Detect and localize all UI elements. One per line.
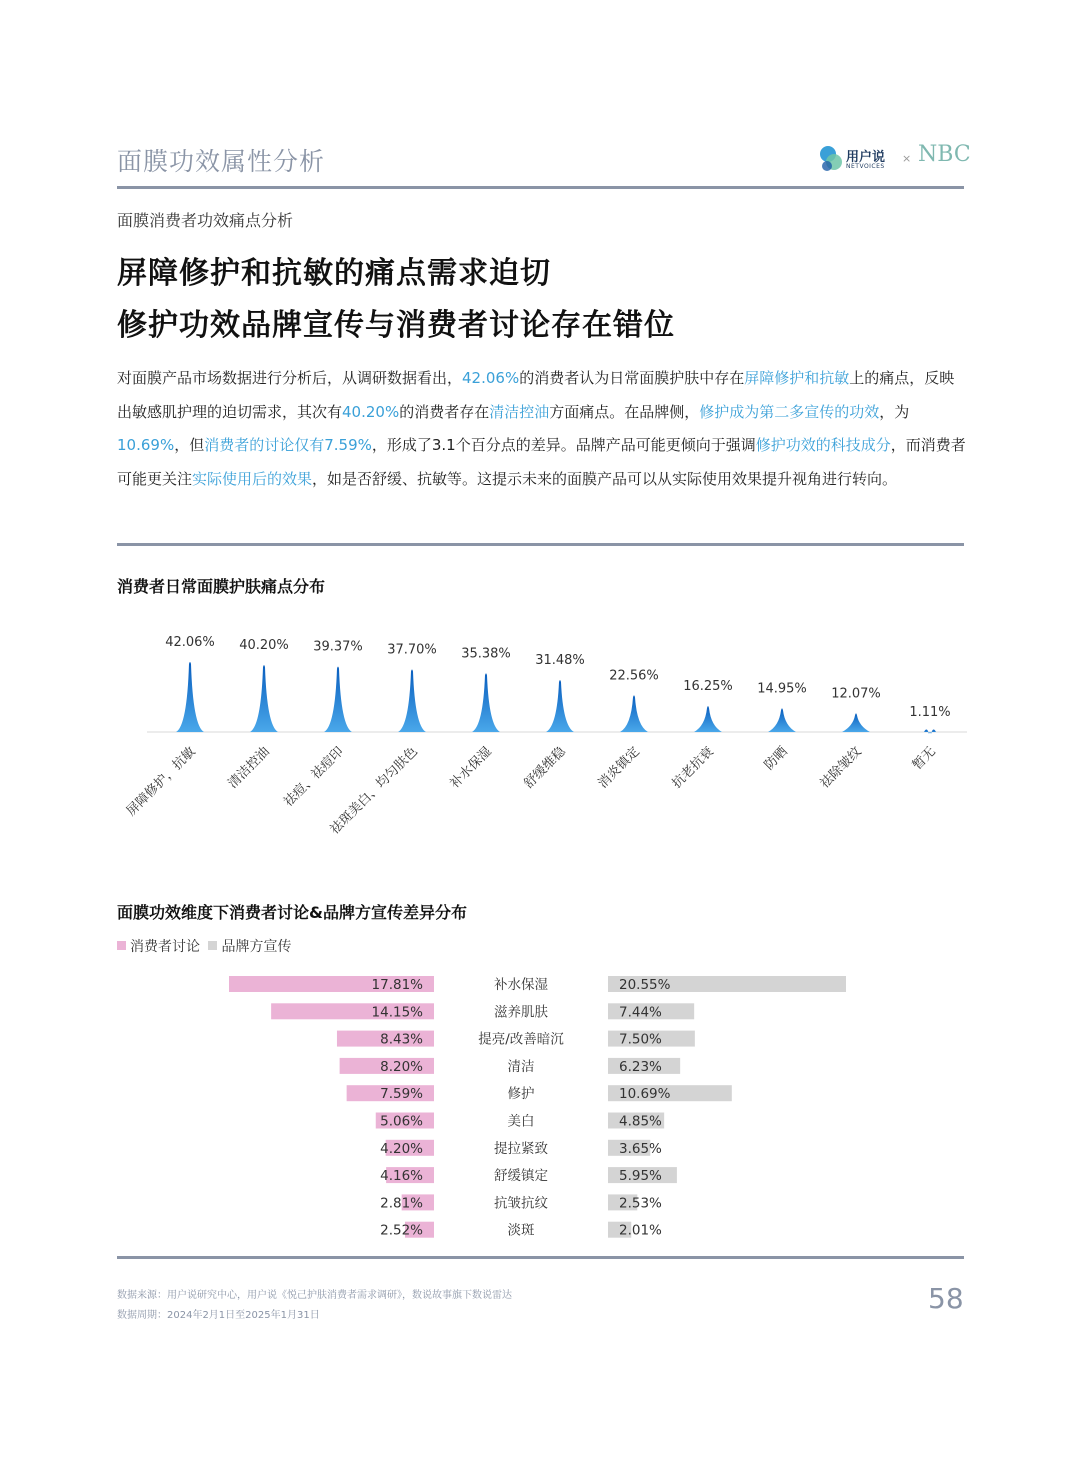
brand-value-label: 20.55% [619,977,671,993]
consumer-value-label: 2.52% [380,1222,423,1239]
highlighted-text: 清洁控油 [489,402,550,421]
highlighted-text: 40.20% [342,402,400,421]
netvoices-logo-text: 用户说 [846,150,886,165]
body-text: 上的痛点，反映出敏感肌护理的迫切需求，其次有 [117,369,955,421]
category-tick-label: 清洁控油 [225,744,273,792]
netvoices-logo-icon [818,144,844,174]
brand-value-label: 10.69% [619,1086,671,1103]
body-text: 方面痛点。在品牌侧， [549,402,700,421]
peak-value-label: 37.70% [387,642,437,658]
peak-value-label: 16.25% [683,679,733,695]
peak-value-label: 42.06% [165,635,215,650]
brand-value-label: 3.65% [619,1140,662,1157]
chart2-title: 面膜功效维度下消费者讨论&品牌方宣传差异分布 [117,903,467,922]
legend-swatch-consumer [117,941,126,950]
footer-period: 数据周期：2024年2月1日至2025年1月31日 [117,1310,320,1321]
consumer-value-label: 4.20% [380,1140,423,1157]
footer-source: 数据来源：用户说研究中心，用户说《悦己护肤消费者需求调研》，数说故事旗下数说雷达 [117,1290,512,1301]
consumer-value-label: 14.15% [371,1004,423,1021]
efficacy-category-label: 美白 [507,1113,535,1130]
category-tick-label: 补水保湿 [447,744,495,792]
peak-mark [398,669,426,732]
highlighted-text: 10.69% [117,436,175,454]
highlighted-text: 消费者的讨论仅有7.59% [204,436,372,454]
highlighted-text: 修护功效的科技成分 [755,436,891,454]
body-text: ，形成了3.1个百分点的差异。品牌产品可能更倾向于强调 [371,436,756,454]
peak-mark [842,713,870,732]
consumer-value-label: 4.16% [380,1168,423,1185]
nbc-logo-text: NBC [918,142,971,167]
efficacy-category-label: 抗皱抗纹 [494,1195,548,1212]
netvoices-logo-subtext: NETVOICES [846,163,885,170]
consumer-value-label: 17.81% [371,977,423,993]
peak-value-label: 35.38% [461,646,511,662]
legend-swatch-brand [208,941,217,950]
consumer-value-label: 2.81% [380,1195,423,1212]
body-text: ，为 [879,402,910,421]
highlighted-text: 修护成为第二多宣传的功效 [699,402,880,421]
brand-logos [818,142,971,180]
peak-value-label: 14.95% [757,681,807,697]
peak-mark [546,680,574,732]
consumer-value-label: 8.20% [380,1058,423,1075]
peak-mark [620,695,648,732]
consumer-value-label: 7.59% [380,1086,423,1103]
category-tick-label: 消炎镇定 [595,744,643,792]
efficacy-category-label: 提拉紧致 [494,1140,548,1157]
efficacy-category-label: 修护 [507,1086,535,1103]
logo-separator: × [902,152,912,165]
efficacy-category-label: 淡斑 [507,1222,535,1239]
category-tick-label: 防晒 [761,744,791,774]
peak-mark [324,667,352,732]
peak-value-label: 31.48% [535,653,585,669]
peak-value-label: 39.37% [313,639,363,655]
efficacy-category-label: 补水保湿 [494,977,548,993]
category-tick-label: 抗老抗衰 [669,744,717,792]
peak-mark [768,708,796,732]
efficacy-category-label: 清洁 [507,1058,535,1075]
category-tick-label: 暂无 [909,744,939,774]
peak-value-label: 22.56% [609,668,659,684]
peak-mark [472,673,500,732]
body-text: 对面膜产品市场数据进行分析后，从调研数据看出， [117,369,463,387]
category-tick-label: 屏障修护，抗敏 [123,744,199,820]
pain-point-chart [117,620,977,860]
efficacy-category-label: 滋养肌肤 [494,1004,548,1021]
brand-value-label: 2.01% [619,1222,662,1239]
brand-value-label: 5.95% [619,1168,662,1185]
category-tick-label: 祛痘、祛痘印 [281,744,347,810]
efficacy-category-label: 提亮/改善暗沉 [478,1031,564,1048]
header-divider [117,186,964,189]
brand-value-label: 4.85% [619,1113,662,1130]
diff-distribution-chart [117,970,977,1250]
highlighted-text: 屏障修护和抗敏 [744,369,850,387]
peak-mark [694,706,722,732]
section-divider [117,543,964,546]
peak-mark [176,662,204,732]
peak-value-label: 1.11% [909,705,951,721]
consumer-value-label: 5.06% [380,1113,423,1130]
page-number: 58 [928,1282,964,1315]
highlighted-text: 42.06% [462,369,520,387]
category-tick-label: 祛除皱纹 [817,744,865,792]
legend-label-brand: 品牌方宣传 [221,939,292,955]
body-text: 的消费者认为日常面膜护肤中存在 [519,369,745,387]
page-section-title: 面膜功效属性分析 [117,147,326,176]
headline-line-1: 屏障修护和抗敏的痛点需求迫切 [117,256,551,291]
body-text: 的消费者存在 [399,402,490,421]
brand-value-label: 2.53% [619,1195,662,1212]
efficacy-category-label: 舒缓镇定 [494,1168,548,1185]
body-text: ，而消费者可能更关注 [117,436,966,488]
category-tick-label: 祛斑美白、均匀肤色 [327,744,421,838]
brand-value-label: 7.50% [619,1031,662,1048]
brand-value-label: 6.23% [619,1058,662,1075]
section-subtitle: 面膜消费者功效痛点分析 [117,211,294,230]
footer-divider [117,1256,964,1259]
headline-line-2: 修护功效品牌宣传与消费者讨论存在错位 [117,308,675,343]
peak-value-label: 12.07% [831,686,881,702]
chart2-legend [117,936,291,956]
body-text: ，如是否舒缓、抗敏等。这提示未来的面膜产品可以从实际使用效果提升视角进行转向。 [312,469,898,488]
consumer-value-label: 8.43% [380,1031,423,1048]
brand-value-label: 7.44% [619,1004,662,1021]
chart1-title: 消费者日常面膜护肤痛点分布 [117,577,326,596]
highlighted-text: 实际使用后的效果 [192,469,313,488]
legend-label-consumer: 消费者讨论 [130,939,200,955]
peak-mark [250,665,278,732]
body-paragraph [117,362,967,496]
peak-value-label: 40.20% [239,638,289,654]
category-tick-label: 舒缓维稳 [521,744,569,792]
body-text: ，但 [174,436,205,454]
